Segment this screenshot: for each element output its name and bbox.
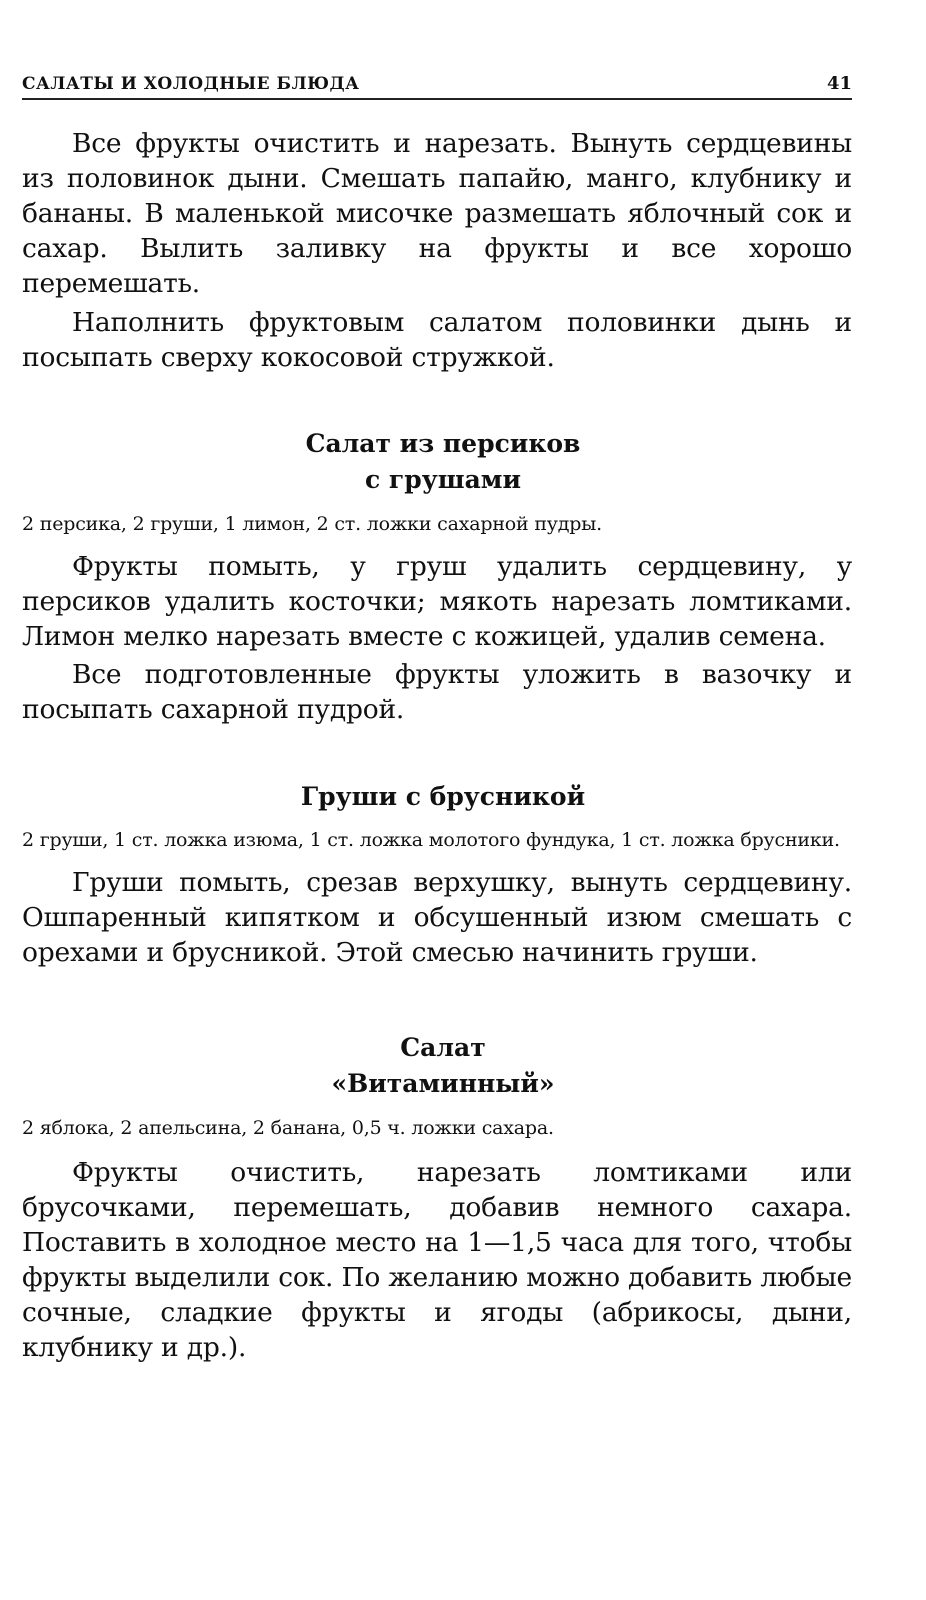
recipe-title — [28, 1030, 858, 1102]
ingredients: 2 яблока, 2 апельсина, 2 банана, 0,5 ч. ложки сахара. — [22, 1117, 554, 1139]
paragraph: Фрукты помыть, у груш удалить сердцевину, у персиков удалить косточки; мякоть нарезать ломтиками. Лимон мелко нарезать вместе с кожицей, удалив семена. — [22, 551, 852, 652]
page-number: 41 — [826, 73, 852, 94]
recipe-title — [28, 426, 858, 498]
ingredients: 2 груши, 1 ст. ложка изюма, 1 ст. ложка молотого фундука, 1 ст. ложка брусники. — [22, 829, 840, 851]
recipe-title-line: «Витаминный» — [331, 1069, 555, 1098]
section-title: САЛАТЫ И ХОЛОДНЫЕ БЛЮДА — [22, 74, 360, 94]
recipe-title-line: с грушами — [364, 465, 522, 494]
recipe-pears-lingonberry — [22, 779, 852, 970]
running-header — [22, 58, 852, 100]
recipe-peach-pear — [22, 426, 852, 727]
recipe-title-line: Груши с брусникой — [300, 782, 586, 811]
paragraph: Все фрукты очистить и нарезать. Вынуть сердцевины из половинок дыни. Смешать папайю, манго, клубнику и бананы. В маленькой мисочке размешать яблочный сок и сахар. Вылить заливку на фрукты и все хорошо перемешать. — [22, 128, 852, 299]
book-page — [22, 58, 852, 1365]
paragraph: Фрукты очистить, нарезать ломтиками или брусочками, перемешать, добавив немного сахара. Поставить в холодное место на 1—1,5 часа для того, чтобы фрукты выделили сок. По желанию можно добавить любые сочные, сладкие фрукты и ягоды (абрикосы, дыни, клубнику и др.). — [22, 1157, 853, 1363]
recipe-title-line: Салат из персиков — [305, 429, 581, 458]
ingredients: 2 персика, 2 груши, 1 лимон, 2 ст. ложки сахарной пудры. — [22, 513, 603, 535]
intro-text — [22, 126, 852, 375]
recipe-title-line: Салат — [400, 1033, 486, 1062]
paragraph: Все подготовленные фрукты уложить в вазочку и посыпать сахарной пудрой. — [22, 659, 852, 725]
paragraph: Груши помыть, срезав верхушку, вынуть сердцевину. Ошпаренный кипятком и обсушенный изюм смешать с орехами и брусникой. Этой смесью начинить груши. — [22, 867, 852, 968]
paragraph: Наполнить фруктовым салатом половинки дынь и посыпать сверху кокосовой стружкой. — [22, 307, 852, 373]
recipe-vitamin-salad — [22, 1030, 852, 1365]
recipe-title — [28, 779, 858, 815]
